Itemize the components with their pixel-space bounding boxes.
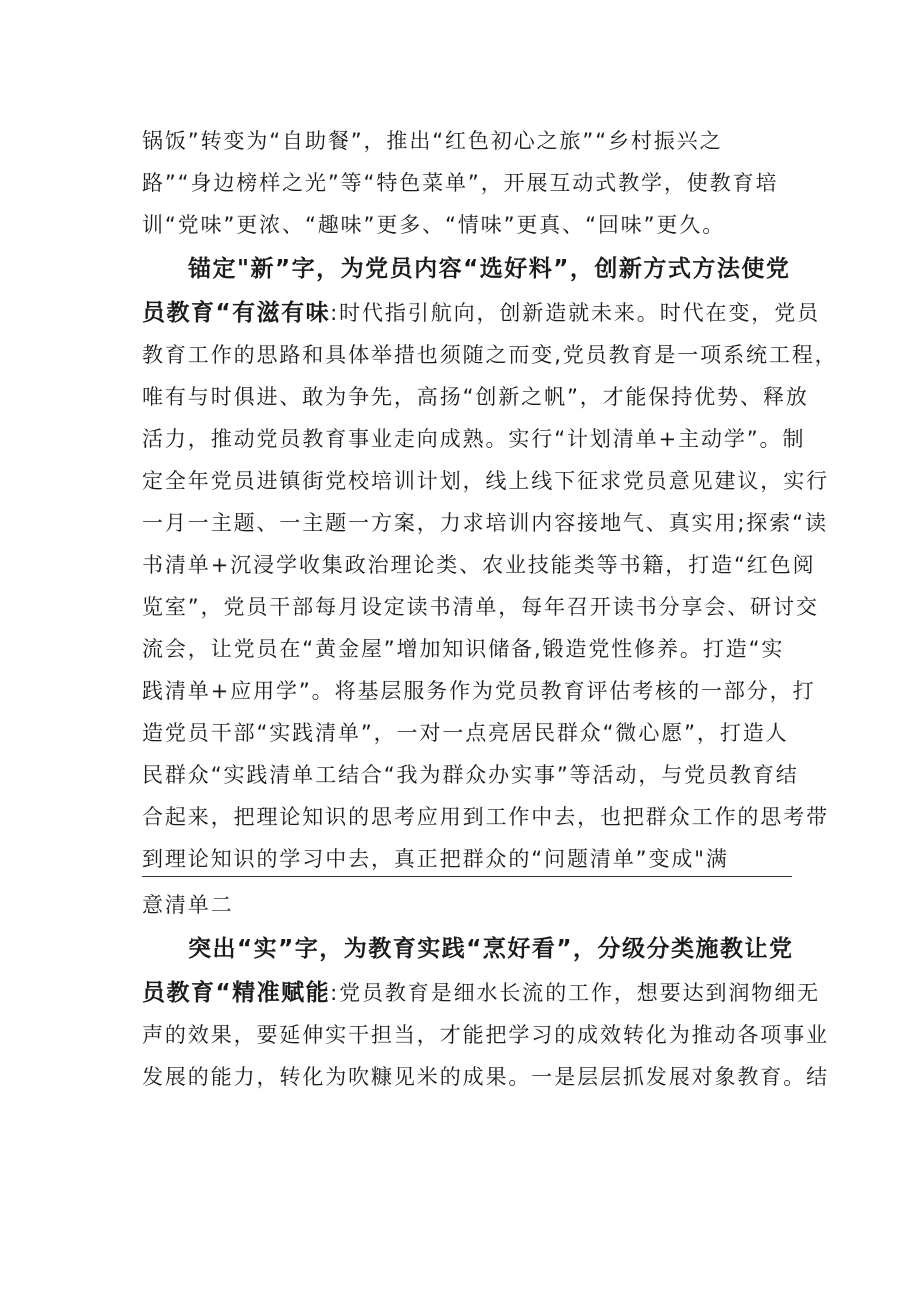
body-line: 一月一主题、一主题一方案，力求培训内容接地气、真实用;探索“读 (142, 511, 828, 535)
body-line: 锅饭”转变为“自助餐”，推出“红色初心之旅”“乡村振兴之 (142, 129, 723, 153)
body-line: 书清单+沉浸学收集政治理论类、农业技能类等书籍，打造“红色阅 (142, 553, 816, 577)
body-line: 定全年党员进镇街党校培训计划，线上线下征求党员意见建议，实行 (142, 469, 829, 493)
body-line: 活力，推动党员教育事业走向成熟。实行“计划清单+主动学”。制 (142, 427, 806, 451)
section-heading-line: 锚定"新”字，为党员内容“选好料”，创新方式方法使党 (188, 256, 791, 282)
section-heading-tail: 员教育“有滋有味 (142, 300, 331, 326)
body-line: 民群众“实践清单工结合“我为群众办实事”等活动，与党员教育结 (142, 763, 799, 787)
section-lead-text: :时代指引航向，创新造就未来。时代在变，党员 (330, 301, 820, 325)
body-line: 唯有与时俱进、敢为争先，高扬“创新之帆”，才能保持优势、释放 (142, 385, 809, 409)
body-line: 览室”，党员干部每月设定读书清单，每年召开读书分享会、研讨交 (142, 595, 819, 619)
section-lead-text: :党员教育是细水长流的工作，想要达到润物细无 (330, 981, 820, 1005)
body-line: 意清单二 (142, 893, 234, 917)
body-line: 合起来，把理论知识的思考应用到工作中去，也把群众工作的思考带 (142, 805, 829, 829)
body-line: 教育工作的思路和具体举措也须随之而变,党员教育是一项系统工程， (142, 343, 838, 367)
body-line: 践清单+应用学”。将基层服务作为党员教育评估考核的一部分，打 (142, 679, 816, 703)
horizontal-rule (142, 876, 792, 877)
body-line: 流会，让党员在“黄金屋”增加知识储备,锻造党性修养。打造“实 (142, 637, 785, 661)
section-heading-continuation (142, 298, 820, 328)
body-line: 到理论知识的学习中去，真正把群众的“问题清单”变成"满 (142, 847, 729, 871)
body-line: 训“党味”更浓、“趣味”更多、“情味”更真、“回味”更久。 (142, 213, 726, 237)
body-line: 声的效果，要延伸实干担当，才能把学习的成效转化为推动各项事业 (142, 1023, 829, 1047)
body-line: 造党员干部“实践清单”，一对一点亮居民群众“微心愿”，打造人 (142, 721, 789, 745)
section-heading-tail: 员教育“精准赋能 (142, 980, 331, 1006)
body-line: 路”“身边榜样之光”等“特色菜单”，开展互动式教学，使教育培 (142, 171, 779, 195)
section-heading-continuation (142, 978, 820, 1008)
body-line: 发展的能力，转化为吹糠见米的成果。一是层层抓发展对象教育。结 (142, 1065, 829, 1089)
section-heading-line: 突出“实”字，为教育实践“烹好看”，分级分类施教让党 (188, 936, 794, 962)
